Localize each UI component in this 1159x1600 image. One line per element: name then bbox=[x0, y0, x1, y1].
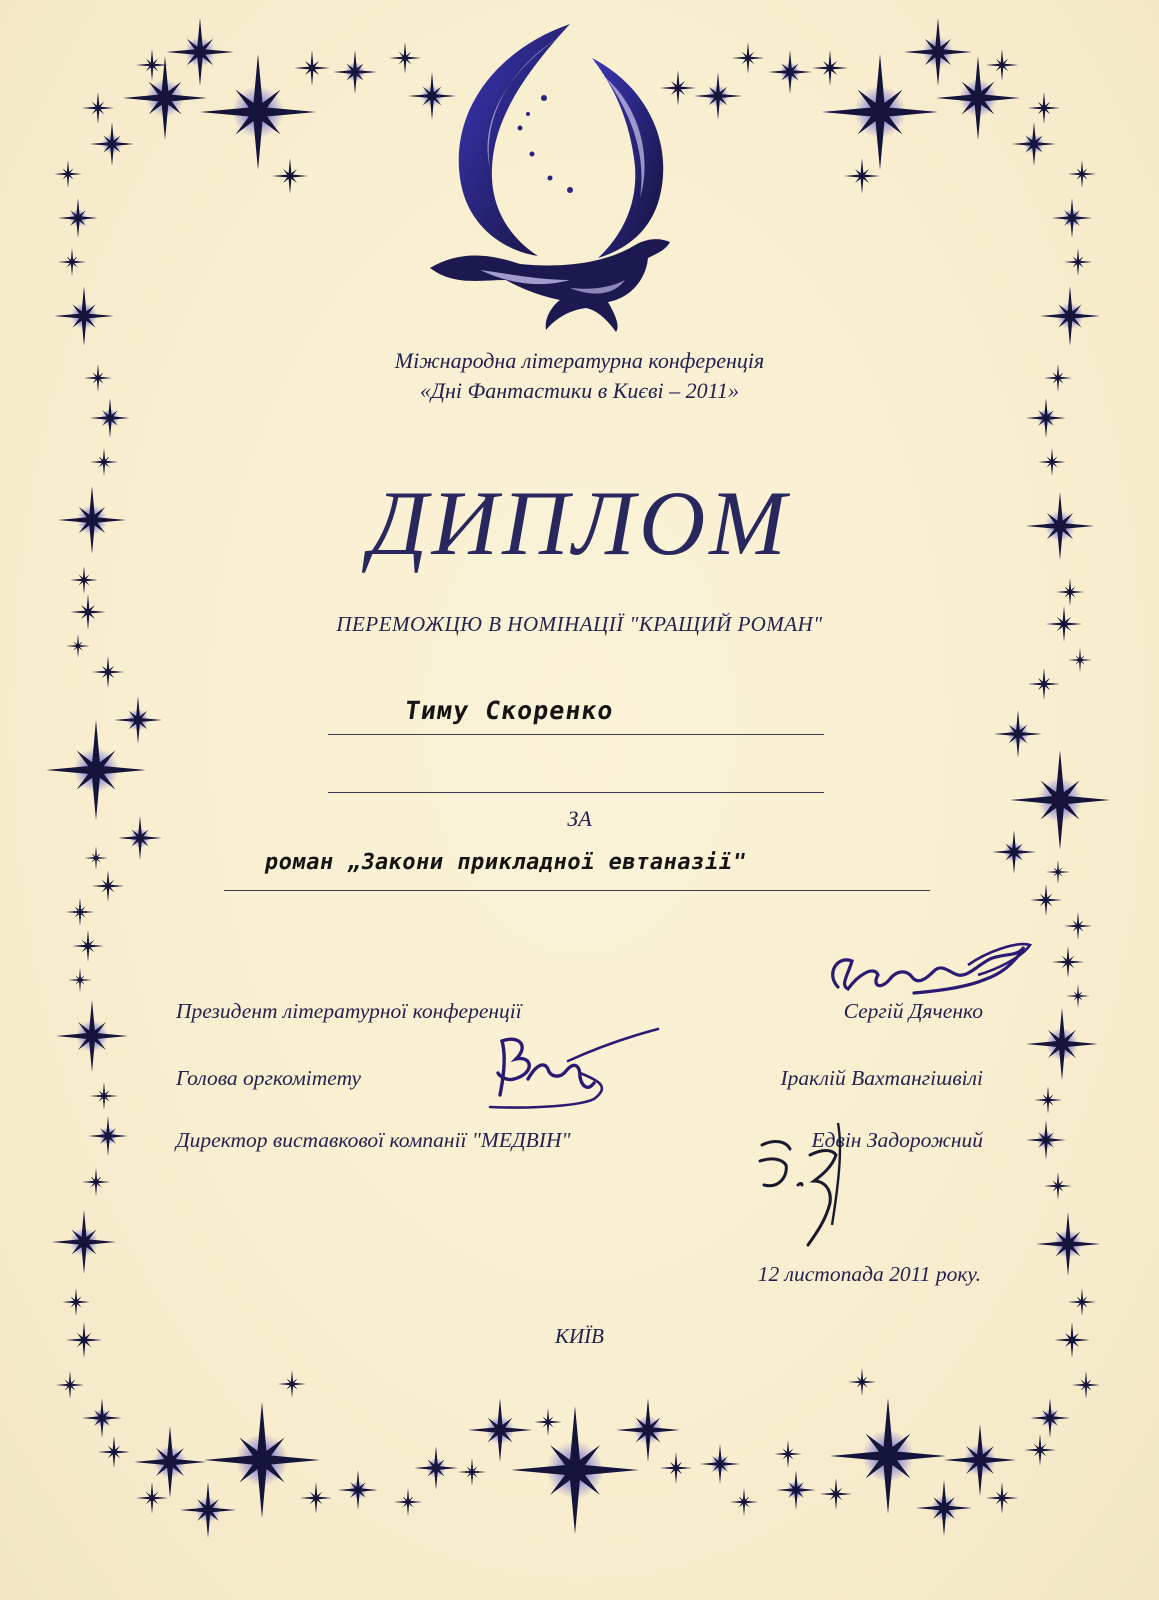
star-icon bbox=[660, 1452, 692, 1484]
star-icon bbox=[414, 1446, 458, 1490]
star-icon bbox=[134, 1426, 206, 1498]
star-icon bbox=[46, 720, 146, 820]
star-icon bbox=[812, 50, 848, 86]
star-icon bbox=[136, 1482, 168, 1514]
star-icon bbox=[1030, 884, 1062, 916]
recipient-name: Тиму Скоренко bbox=[402, 696, 616, 725]
star-icon bbox=[1064, 248, 1092, 276]
star-icon bbox=[204, 1402, 320, 1518]
star-icon bbox=[1024, 1434, 1056, 1466]
signature-chair bbox=[470, 1025, 670, 1115]
star-icon bbox=[694, 72, 742, 120]
star-icon bbox=[300, 1482, 332, 1514]
star-icon bbox=[916, 1480, 972, 1536]
star-icon bbox=[278, 1370, 306, 1398]
signature-president bbox=[818, 935, 1043, 1005]
star-icon bbox=[82, 1168, 110, 1196]
star-icon bbox=[1036, 1212, 1100, 1276]
star-icon bbox=[848, 1368, 876, 1396]
work-title: роман „Закони прикладної евтаназії" bbox=[262, 850, 749, 875]
star-icon bbox=[1034, 1086, 1062, 1114]
star-icon bbox=[1010, 750, 1110, 850]
star-icon bbox=[468, 1398, 532, 1462]
star-icon bbox=[992, 830, 1036, 874]
star-icon bbox=[82, 1398, 122, 1438]
work-line bbox=[224, 890, 930, 891]
star-icon bbox=[56, 1371, 84, 1399]
star-icon bbox=[56, 1000, 128, 1072]
star-icon bbox=[200, 54, 316, 170]
star-icon bbox=[123, 56, 207, 140]
signatory-name-director: Едвін Задорожний bbox=[811, 1128, 983, 1152]
star-icon bbox=[844, 158, 880, 194]
star-icon bbox=[1046, 860, 1070, 884]
star-icon bbox=[994, 710, 1042, 758]
star-icon bbox=[1040, 286, 1100, 346]
star-icon bbox=[1052, 198, 1092, 238]
star-icon bbox=[272, 158, 308, 194]
star-icon bbox=[114, 696, 162, 744]
star-icon bbox=[54, 286, 114, 346]
star-icon bbox=[768, 50, 812, 94]
nomination-text: ПЕРЕМОЖЦЮ В НОМІНАЦІЇ "КРАЩИЙ РОМАН" bbox=[336, 612, 823, 636]
star-icon bbox=[82, 92, 114, 124]
star-icon bbox=[1052, 946, 1084, 978]
star-icon bbox=[616, 1398, 680, 1462]
for-label: ЗА bbox=[567, 806, 592, 831]
star-icon bbox=[58, 248, 86, 276]
star-icon bbox=[92, 870, 124, 902]
star-icon bbox=[534, 1408, 562, 1436]
star-icon bbox=[92, 656, 124, 688]
conference-name: Міжнародна літературна конференція bbox=[394, 348, 765, 373]
star-icon bbox=[72, 930, 104, 962]
star-icon bbox=[88, 1116, 128, 1156]
star-icon bbox=[774, 1440, 802, 1468]
star-icon bbox=[68, 968, 92, 992]
issue-date: 12 листопада 2011 року. bbox=[757, 1262, 981, 1286]
recipient-line-1 bbox=[328, 734, 824, 735]
star-icon bbox=[776, 1470, 816, 1510]
star-icon bbox=[1030, 1398, 1070, 1438]
star-icon bbox=[1066, 984, 1090, 1008]
star-icon bbox=[830, 1398, 946, 1514]
star-icon bbox=[394, 1488, 422, 1516]
star-icon bbox=[1028, 92, 1060, 124]
star-icon bbox=[180, 1482, 236, 1538]
recipient-line-2 bbox=[328, 792, 824, 793]
signatory-role-chair: Голова оргкомітету bbox=[176, 1066, 362, 1090]
star-icon bbox=[904, 18, 972, 86]
star-icon bbox=[90, 1082, 118, 1110]
star-icon bbox=[166, 18, 234, 86]
star-icon bbox=[389, 42, 421, 74]
star-icon bbox=[986, 49, 1018, 81]
star-icon bbox=[1072, 1371, 1100, 1399]
signatory-name-chair: Іраклій Вахтангішвілі bbox=[780, 1066, 983, 1090]
star-icon bbox=[98, 1436, 130, 1468]
star-icon bbox=[84, 846, 108, 870]
star-icon bbox=[1028, 668, 1060, 700]
star-icon bbox=[333, 50, 377, 94]
star-icon bbox=[1068, 1288, 1096, 1316]
star-icon bbox=[986, 1482, 1018, 1514]
star-icon bbox=[66, 898, 94, 926]
signatory-role-president: Президент літературної конференції bbox=[176, 999, 522, 1023]
star-icon bbox=[1026, 1008, 1098, 1080]
star-icon bbox=[700, 1444, 740, 1484]
star-icon bbox=[732, 42, 764, 74]
star-icon bbox=[1064, 912, 1092, 940]
signatory-name-president: Сергій Дяченко bbox=[843, 999, 983, 1023]
star-icon bbox=[1068, 648, 1092, 672]
star-icon bbox=[511, 1406, 639, 1534]
star-icon bbox=[90, 122, 134, 166]
star-icon bbox=[1044, 1172, 1072, 1200]
star-icon bbox=[90, 398, 130, 438]
star-icon bbox=[1056, 578, 1084, 606]
conference-event: «Дні Фантастики в Києві – 2011» bbox=[419, 378, 739, 403]
star-icon bbox=[294, 50, 330, 86]
star-icon bbox=[62, 1288, 90, 1316]
star-icon bbox=[52, 1210, 116, 1274]
diploma-title: ДИПЛОМ bbox=[369, 472, 790, 574]
star-icon bbox=[338, 1470, 378, 1510]
star-icon bbox=[458, 1458, 486, 1486]
star-icon bbox=[1026, 398, 1066, 438]
signature-director bbox=[752, 1115, 862, 1255]
star-icon bbox=[1026, 1120, 1066, 1160]
issue-city: КИЇВ bbox=[555, 1324, 604, 1348]
star-icon bbox=[1012, 122, 1056, 166]
star-icon bbox=[58, 198, 98, 238]
star-icon bbox=[822, 54, 938, 170]
star-icon bbox=[936, 56, 1020, 140]
star-icon bbox=[1068, 160, 1096, 188]
star-icon bbox=[944, 1424, 1016, 1496]
star-icon bbox=[820, 1478, 852, 1510]
pegasus-emblem bbox=[420, 18, 690, 338]
star-icon bbox=[730, 1488, 758, 1516]
signatory-role-director: Директор виставкової компанії "МЕДВІН" bbox=[176, 1128, 571, 1152]
star-icon bbox=[66, 634, 90, 658]
star-icon bbox=[54, 160, 82, 188]
